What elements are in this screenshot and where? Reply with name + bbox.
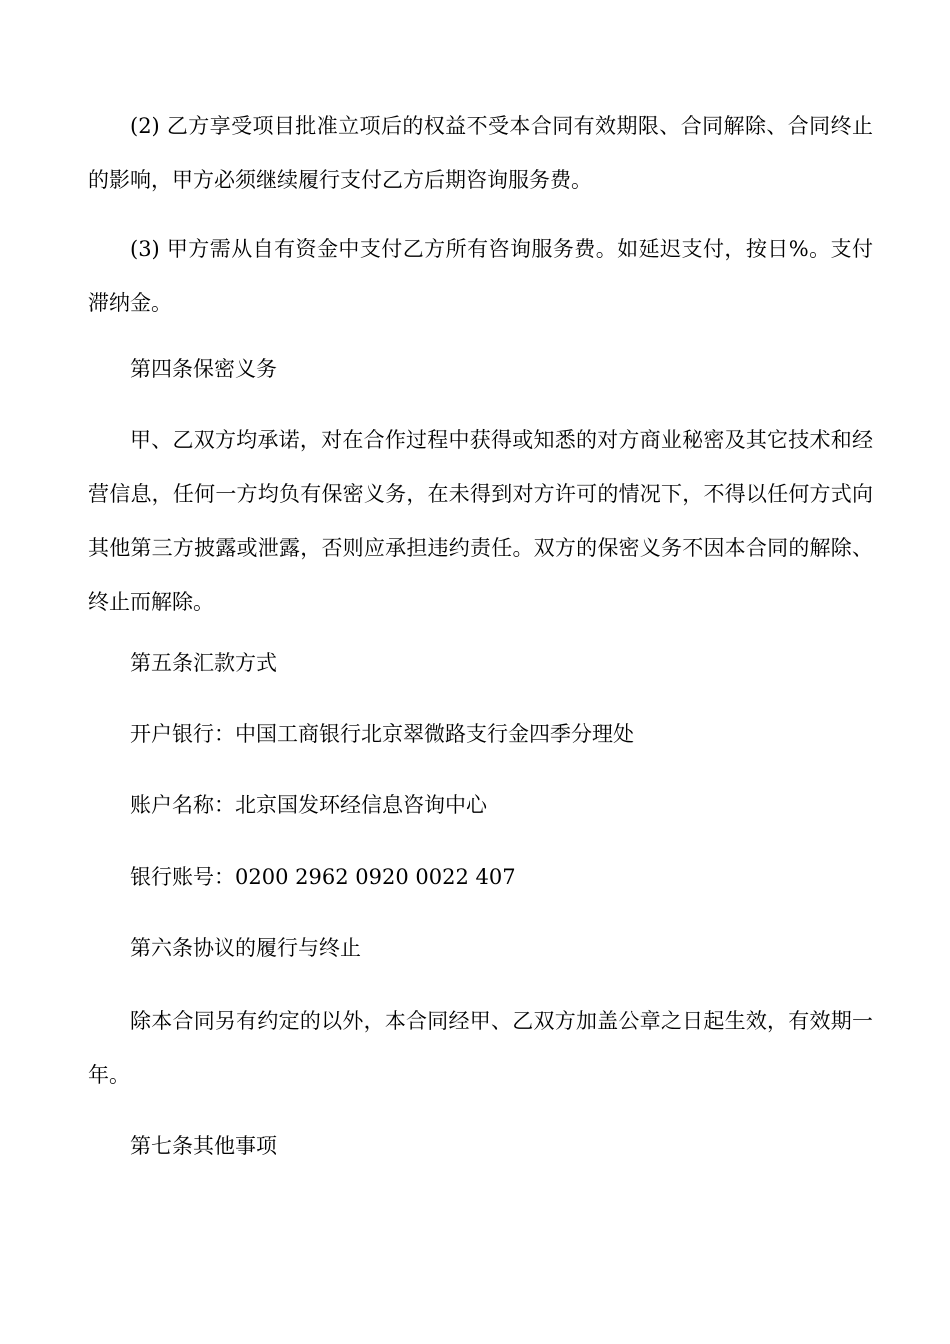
article-6-body: 除本合同另有约定的以外，本合同经甲、乙双方加盖公章之日起生效，有效期一年。 bbox=[88, 1009, 873, 1087]
clause-2-paragraph: (2) 乙方享受项目批准立项后的权益不受本合同有效期限、合同解除、合同终止的影响，甲方必须继续履行支付乙方后期咨询服务费。 bbox=[88, 114, 873, 192]
article-5-heading: 第五条汇款方式 bbox=[130, 651, 277, 675]
bank-name-line: 开户银行：中国工商银行北京翠微路支行金四季分理处 bbox=[130, 722, 634, 746]
article-7-heading: 第七条其他事项 bbox=[130, 1134, 277, 1158]
article-4-body: 甲、乙双方均承诺，对在合作过程中获得或知悉的对方商业秘密及其它技术和经营信息，任何一方均负有保密义务，在未得到对方许可的情况下，不得以任何方式向其他第三方披露或泄露，否则应承担违约责任。双方的保密义务不因本合同的解除、终止而解除。 bbox=[88, 428, 873, 614]
clause-3-paragraph: (3) 甲方需从自有资金中支付乙方所有咨询服务费。如延迟支付，按日%。支付滞纳金。 bbox=[88, 237, 873, 315]
article-6-heading: 第六条协议的履行与终止 bbox=[130, 936, 361, 960]
article-4-heading: 第四条保密义务 bbox=[130, 357, 277, 381]
account-number-line: 银行账号：0200 2962 0920 0022 407 bbox=[130, 865, 516, 889]
account-name-line: 账户名称：北京国发环经信息咨询中心 bbox=[130, 793, 487, 817]
